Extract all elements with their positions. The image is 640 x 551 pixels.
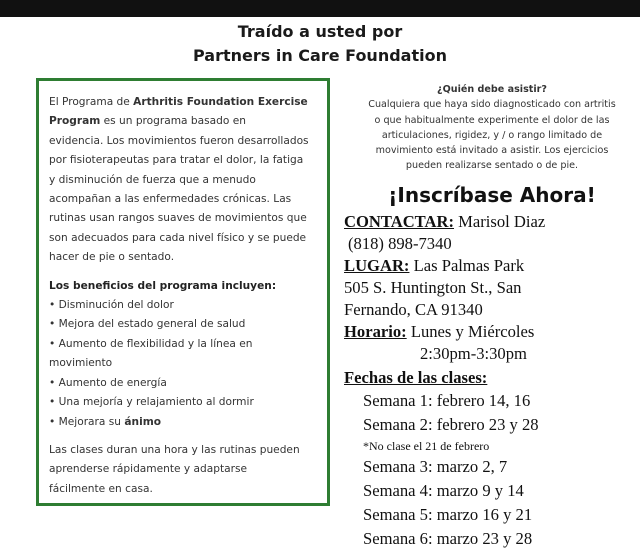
closing-line: Las clases duran una hora y las rutinas pueden	[49, 443, 300, 456]
week-item: Semana 3: marzo 2, 7	[363, 456, 508, 476]
benefit-item: • Aumento de energía	[49, 376, 167, 389]
intro-line: evidencia. Los movimientos fueron desarrollados	[49, 134, 309, 147]
header-line-2: Partners in Care Foundation	[193, 46, 447, 65]
week-item: Semana 5: marzo 16 y 21	[363, 504, 533, 524]
week-item: Semana 6: marzo 23 y 28	[363, 528, 533, 548]
intro-line: por fisioterapeutas para tratar el dolor, la fatiga	[49, 154, 304, 167]
intro-line: son adecuados para cada nivel físico y se puede	[49, 231, 307, 244]
contact-label: CONTACTAR:	[344, 211, 455, 231]
intro-line: y disminución de fuerza que a menudo	[49, 173, 256, 186]
intro-line: rutinas usan rangos suaves de movimientos que	[49, 212, 307, 225]
closing-line: fácilmente en casa.	[49, 482, 153, 495]
benefit-item: • Mejora del estado general de salud	[49, 318, 246, 331]
benefit-item: movimiento	[49, 357, 113, 370]
benefit-item: • Una mejoría y relajamiento al dormir	[49, 396, 254, 409]
closing-text	[49, 441, 317, 499]
week-item: Semana 4: marzo 9 y 14	[363, 480, 524, 500]
intro-line-2-rest: es un programa basado en	[100, 115, 246, 128]
contact-row	[344, 211, 640, 233]
right-column	[344, 82, 640, 551]
who-line: pueden realizarse sentado o de pie.	[405, 160, 579, 172]
schedule-row	[344, 321, 640, 343]
who-line: movimiento está invitado a asistir. Los ejercicios	[375, 145, 609, 157]
program-intro	[49, 93, 317, 268]
schedule-label: Horario:	[344, 321, 407, 341]
event-info	[344, 211, 640, 365]
who-line: articulaciones, rigidez, y / o rango limitado de	[381, 129, 603, 141]
benefits-title: Los beneficios del programa incluyen:	[49, 279, 277, 292]
last-benefit-prefix: • Mejorara su	[49, 415, 125, 428]
no-class-note: *No clase el 21 de febrero	[363, 438, 490, 453]
intro-prefix: El Programa de	[49, 96, 134, 108]
top-black-bar	[0, 0, 640, 17]
contact-phone: (818) 898-7340	[348, 233, 452, 253]
location-line-1: Las Palmas Park	[409, 255, 525, 275]
schedule-days: Lunes y Miércoles	[406, 321, 535, 341]
closing-line: aprenderse rápidamente y adaptarse	[49, 463, 248, 476]
program-description-box	[36, 78, 330, 506]
benefit-item: • Aumento de flexibilidad y la línea en	[49, 337, 253, 350]
location-row	[344, 255, 640, 277]
location-label: LUGAR:	[344, 255, 410, 275]
week-item: Semana 2: febrero 23 y 28	[363, 414, 539, 434]
benefit-item: • Disminución del dolor	[49, 299, 174, 312]
header-line-1: Traído a usted por	[237, 22, 403, 41]
program-name-line-2: Program	[49, 115, 101, 128]
who-should-attend	[344, 82, 640, 174]
class-dates-title: Fechas de las clases:	[344, 367, 488, 387]
benefit-item-last	[49, 413, 317, 432]
location-line-3: Fernando, CA 91340	[344, 299, 483, 319]
location-line-2: 505 S. Huntington St., San	[344, 277, 522, 297]
intro-line: hacer de pie o sentado.	[49, 251, 175, 264]
last-benefit-bold: ánimo	[124, 415, 162, 428]
signup-heading: ¡Inscríbase Ahora!	[388, 182, 596, 207]
contact-name: Marisol Diaz	[454, 211, 546, 231]
who-question: ¿Quién debe asistir?	[437, 84, 547, 95]
benefits-list	[49, 296, 317, 432]
week-item: Semana 1: febrero 14, 16	[363, 390, 531, 410]
who-line: o que habitualmente experimente el dolor de las	[374, 114, 610, 126]
schedule-time: 2:30pm-3:30pm	[420, 343, 527, 363]
page-header	[0, 20, 640, 68]
who-line: Cualquiera que haya sido diagnosticado con artritis	[368, 99, 616, 111]
program-name-line-1: Arthritis Foundation Exercise	[133, 96, 308, 108]
intro-line: acompañan a las enfermedades crónicas. Las	[49, 193, 292, 206]
